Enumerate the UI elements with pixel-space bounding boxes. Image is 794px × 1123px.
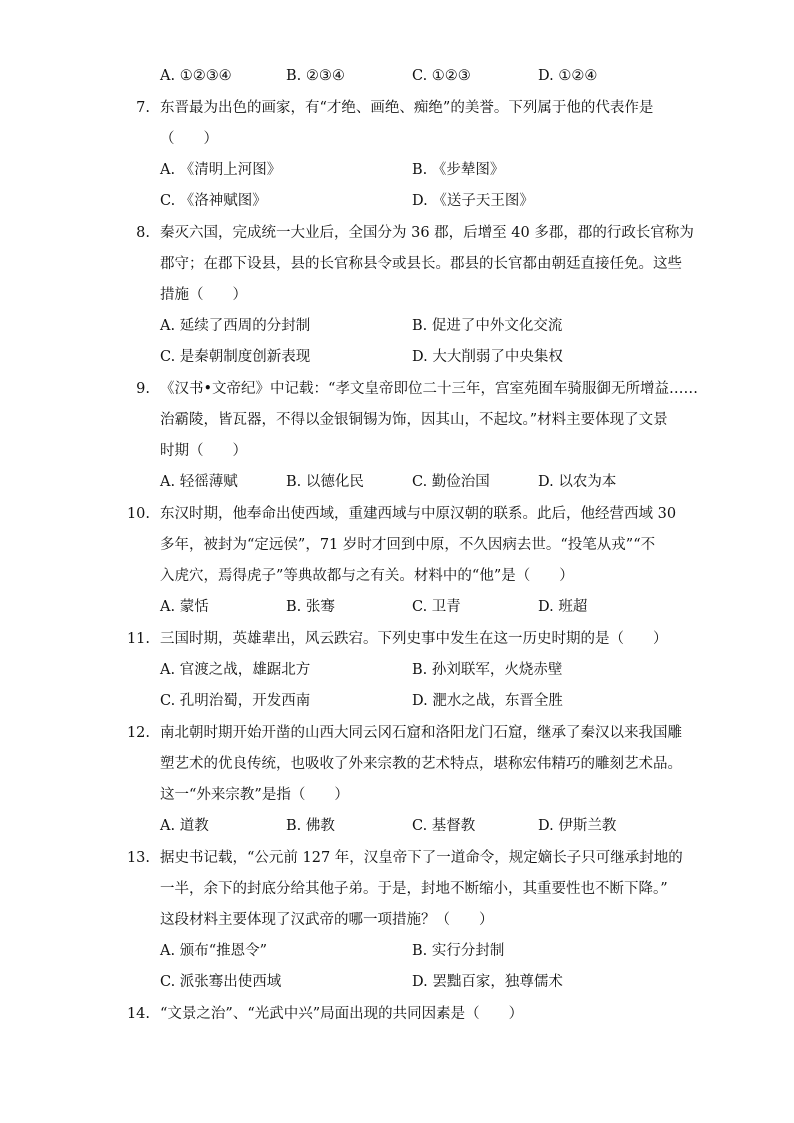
question-text: “文景之治”、“光武中兴”局面出现的共同因素是（ ） (160, 1006, 524, 1022)
question-text: 郡守；在郡下设县，县的长官称县令或县长。郡县的长官都由朝廷直接任免。这些 (160, 256, 682, 272)
question-text: 东晋最为出色的画家，有“才绝、画绝、痴绝”的美誉。下列属于他的代表作是 (160, 100, 654, 116)
option-a[interactable]: A. 《清明上河图》 (160, 162, 282, 178)
option-c[interactable]: C. 是秦朝制度创新表现 (160, 349, 311, 365)
question-text: 三国时期，英雄辈出，风云跌宕。下列史事中发生在这一历史时期的是（ ） (160, 631, 668, 647)
question-text: 塑艺术的优良传统，也吸收了外来宗教的艺术特点，堪称宏伟精巧的雕刻艺术品。 (160, 756, 682, 772)
option-b[interactable]: B. 佛教 (286, 818, 335, 834)
question-text: 《汉书•文帝纪》中记载：“孝文皇帝即位二十三年，宫室苑囿车骑服御无所增益…… (160, 381, 698, 397)
option-a[interactable]: A. 轻徭薄赋 (160, 474, 238, 490)
question-text: 入虎穴，焉得虎子”等典故都与之有关。材料中的“他”是（ ） (160, 568, 574, 584)
question-text: 这一“外来宗教”是指（ ） (160, 787, 349, 803)
question-number: 9. (136, 381, 150, 397)
question-number: 8. (136, 225, 150, 241)
option-b[interactable]: B. 以德化民 (286, 474, 364, 490)
question-text: 南北朝时期开始开凿的山西大同云冈石窟和洛阳龙门石窟，继承了秦汉以来我国雕 (160, 725, 682, 741)
option-d[interactable]: D. 大大削弱了中央集权 (412, 349, 563, 365)
option-d[interactable]: D. 伊斯兰教 (538, 818, 617, 834)
option-b[interactable]: B. 《步辇图》 (412, 162, 505, 178)
question-text: 措施（ ） (160, 287, 247, 303)
option-c[interactable]: C. 卫青 (412, 599, 461, 615)
question-text: 治霸陵，皆瓦器，不得以金银铜锡为饰，因其山，不起坟。”材料主要体现了文景 (160, 412, 668, 428)
option-a[interactable]: A. 官渡之战，雄踞北方 (160, 662, 311, 678)
option-c[interactable]: C. 基督教 (412, 818, 476, 834)
question-text: 这段材料主要体现了汉武帝的哪一项措施？（ ） (160, 912, 494, 928)
option-a[interactable]: A. 颁布“推恩令” (160, 943, 268, 959)
option-d[interactable]: D. 班超 (538, 599, 588, 615)
option-c[interactable]: C. 勤俭治国 (412, 474, 490, 490)
option-a[interactable]: A. 蒙恬 (160, 599, 209, 615)
option-d[interactable]: D. 以农为本 (538, 474, 617, 490)
option-b[interactable]: B. 实行分封制 (412, 943, 505, 959)
option-c[interactable]: C. 孔明治蜀，开发西南 (160, 693, 311, 709)
option-d[interactable]: D. 罢黜百家，独尊儒术 (412, 974, 563, 990)
question-text: 一半，余下的封底分给其他子弟。于是，封地不断缩小，其重要性也不断下降。” (160, 881, 668, 897)
option-c[interactable]: C. 《洛神赋图》 (160, 193, 267, 209)
option-b[interactable]: B. 促进了中外文化交流 (412, 318, 563, 334)
question-text: 时期（ ） (160, 443, 247, 459)
question-number: 7. (136, 100, 150, 116)
option-b[interactable]: B. 张骞 (286, 599, 335, 615)
option-c[interactable]: C. 派张骞出使西域 (160, 974, 282, 990)
question-number: 14. (126, 1006, 150, 1022)
question-text: 东汉时期，他奉命出使西域，重建西域与中原汉朝的联系。此后，他经营西域 30 (160, 506, 677, 522)
question-text: （ ） (160, 131, 218, 147)
option-a[interactable]: A. 延续了西周的分封制 (160, 318, 311, 334)
option-a[interactable]: A. ①②③④ (160, 68, 232, 84)
option-b[interactable]: B. ②③④ (286, 68, 345, 84)
question-number: 11. (126, 631, 150, 647)
question-text: 多年，被封为“定远侯”，71 岁时才回到中原，不久因病去世。“投笔从戎”“不 (160, 537, 656, 553)
question-number: 12. (126, 725, 150, 741)
option-c[interactable]: C. ①②③ (412, 68, 471, 84)
option-d[interactable]: D. 淝水之战，东晋全胜 (412, 693, 563, 709)
option-d[interactable]: D. ①②④ (538, 68, 598, 84)
question-number: 10. (126, 506, 150, 522)
question-text: 据史书记载，“公元前 127 年，汉皇帝下了一道命令，规定嫡长子只可继承封地的 (160, 850, 683, 866)
option-d[interactable]: D. 《送子天王图》 (412, 193, 534, 209)
option-b[interactable]: B. 孙刘联军，火烧赤壁 (412, 662, 563, 678)
question-number: 13. (126, 850, 150, 866)
option-a[interactable]: A. 道教 (160, 818, 209, 834)
question-text: 秦灭六国，完成统一大业后，全国分为 36 郡，后增至 40 多郡，郡的行政长官称为 (160, 225, 694, 241)
